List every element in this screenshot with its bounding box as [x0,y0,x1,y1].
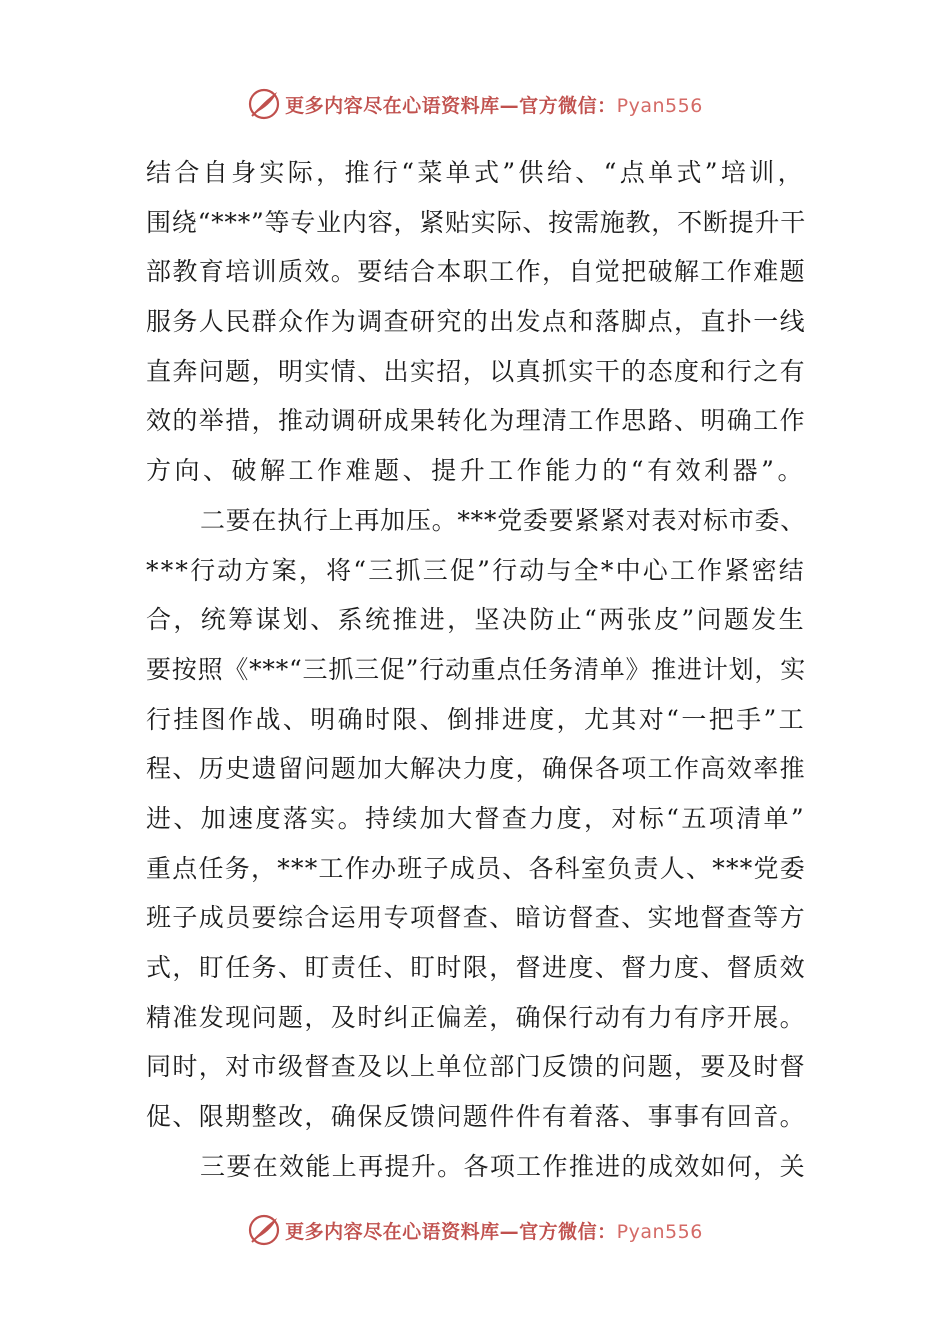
text-line: 围绕“***”等专业内容，紧贴实际、按需施教，不断提升干 [146,207,806,237]
watermark-account: Pyan556 [616,1220,703,1243]
text-line: 结合自身实际，推行“菜单式”供给、“点单式”培训， [146,158,806,187]
watermark-text: 更多内容尽在心语资料库—官方微信：Pyan556 [285,1220,703,1243]
text-line: 要按照《***“三抓三促”行动重点任务清单》推进计划，实 [146,654,806,684]
footer-watermark [0,1210,950,1250]
header-watermark [0,84,950,124]
text-line: 方向、破解工作难题、提升工作能力的“有效利器”。 [146,456,806,486]
text-line: ***行动方案，将“三抓三促”行动与全*中心工作紧密结 [146,555,806,585]
text-line: 直奔问题，明实情、出实招，以真抓实干的态度和行之有 [146,356,806,386]
text-line: 同时，对市级督查及以上单位部门反馈的问题，要及时督 [146,1052,806,1082]
text-line: 精准发现问题，及时纠正偏差，确保行动有力有序开展。 [146,1002,806,1032]
text-line: 效的举措，推动调研成果转化为理清工作思路、明确工作 [146,406,806,436]
watermark-text: 更多内容尽在心语资料库—官方微信：Pyan556 [285,94,703,117]
text-line: 班子成员要综合运用专项督查、暗访督查、实地督查等方 [146,903,806,933]
text-line: 行挂图作战、明确时限、倒排进度，尤其对“一把手”工 [146,704,806,734]
document-body [146,148,806,1191]
quill-pen-icon [247,1213,281,1247]
text-line: 合，统筹谋划、系统推进，坚决防止“两张皮”问题发生 [146,605,806,635]
text-line: 促、限期整改，确保反馈问题件件有着落、事事有回音。 [146,1102,806,1132]
text-line: 部教育培训质效。要结合本职工作，自觉把破解工作难题 [146,257,806,287]
text-line: 程、历史遗留问题加大解决力度，确保各项工作高效率推 [146,754,806,784]
text-line: 重点任务，***工作办班子成员、各科室负责人、***党委 [146,853,806,883]
text-line: 三要在效能上再提升。各项工作推进的成效如何，关 [200,1151,806,1181]
quill-pen-icon [247,87,281,121]
text-line: 服务人民群众作为调查研究的出发点和落脚点，直扑一线 [146,307,806,337]
watermark-account: Pyan556 [616,94,703,117]
text-line: 进、加速度落实。持续加大督查力度，对标“五项清单” [146,803,806,833]
text-line: 式，盯任务、盯责任、盯时限，督进度、督力度、督质效 [146,953,806,982]
text-line: 二要在执行上再加压。***党委要紧紧对表对标市委、 [200,505,806,535]
